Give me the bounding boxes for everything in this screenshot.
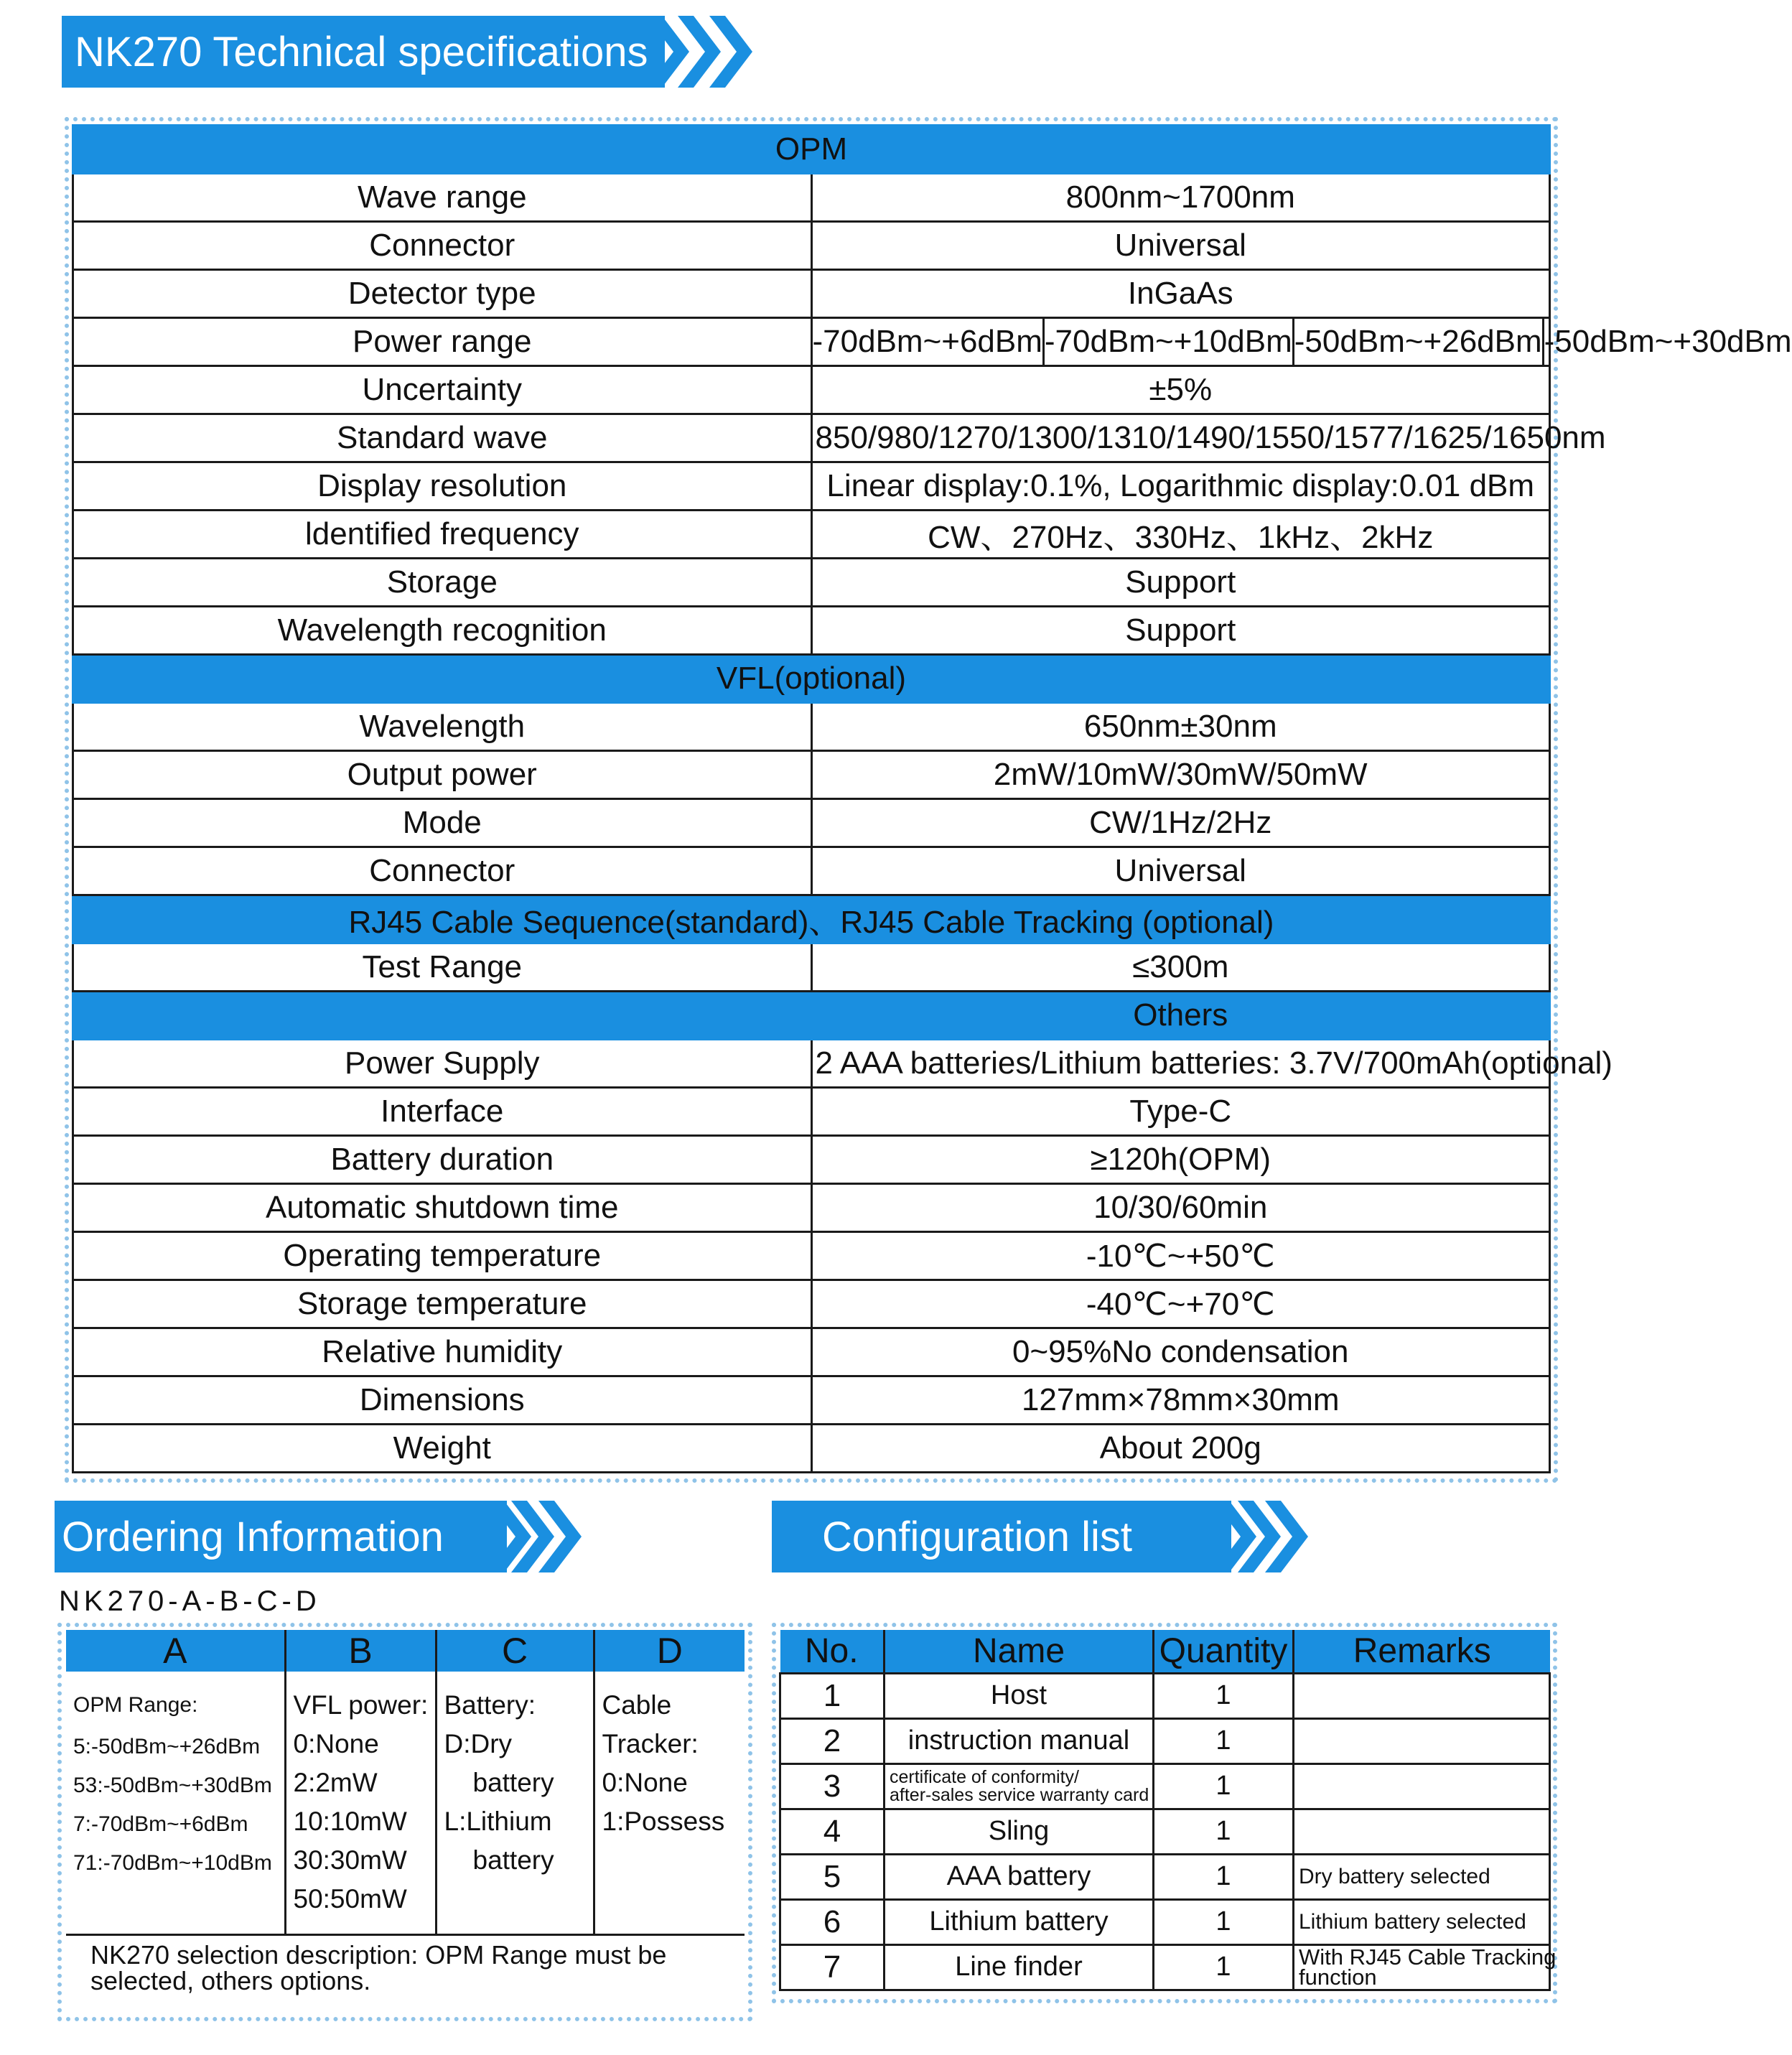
spec-value: -10℃~+50℃ (811, 1232, 1550, 1280)
spec-value: InGaAs (811, 270, 1550, 318)
spec-row (73, 318, 1550, 366)
config-name: instruction manual (885, 1718, 1154, 1763)
config-no: 4 (780, 1809, 885, 1854)
config-row (780, 1673, 1550, 1718)
config-name: Host (885, 1673, 1154, 1718)
spec-row (73, 1136, 1550, 1184)
spec-label: Connector (73, 222, 812, 270)
power-range-value: -70dBm~+6dBm (812, 324, 1042, 359)
order-option: 1:Possess (602, 1807, 725, 1836)
config-name-line: after-sales service warranty card (890, 1784, 1149, 1805)
spec-value: 2 AAA batteries/Lithium batteries: 3.7V/700mAh(optional) (811, 1040, 1550, 1088)
spec-value: 127mm×78mm×30mm (811, 1376, 1550, 1425)
spec-value: 0~95%No condensation (811, 1328, 1550, 1376)
order-option: 30:30mW (293, 1845, 407, 1875)
spec-label: Storage (73, 559, 812, 607)
config-no: 1 (780, 1673, 885, 1718)
config-remark (1294, 1763, 1550, 1809)
spec-label: Detector type (73, 270, 812, 318)
spec-label: Interface (73, 1088, 812, 1136)
spec-value: 800nm~1700nm (811, 174, 1550, 222)
ordering-banner (55, 1501, 507, 1572)
spec-label: Power Supply (73, 1040, 812, 1088)
order-col-title: Battery: (444, 1690, 536, 1720)
power-range-cell (811, 318, 1792, 366)
spec-label: Wave range (73, 174, 812, 222)
spec-row (73, 1088, 1550, 1136)
chevron-right-icon (709, 16, 752, 88)
config-name: AAA battery (885, 1854, 1154, 1899)
config-name-line: certificate of conformity/ (890, 1766, 1079, 1787)
spec-value: 10/30/60min (811, 1184, 1550, 1232)
config-qty: 1 (1154, 1899, 1294, 1944)
spec-value: ≤300m (811, 943, 1550, 992)
config-qty: 1 (1154, 1673, 1294, 1718)
config-qty: 1 (1154, 1944, 1294, 1990)
spec-table (72, 124, 1792, 1473)
section-title: Others (811, 992, 1550, 1040)
spec-value: Support (811, 559, 1550, 607)
spec-value: Universal (811, 222, 1550, 270)
spec-value: Support (811, 607, 1550, 655)
spec-value: About 200g (811, 1425, 1550, 1473)
order-option: 5:-50dBm~+26dBm (73, 1735, 261, 1758)
spec-label: Test Range (73, 943, 812, 992)
spec-label: Weight (73, 1425, 812, 1473)
config-remark-line: With RJ45 Cable Tracking (1299, 1944, 1557, 1970)
ordering-table (66, 1630, 745, 1936)
section-title: OPM (73, 126, 1550, 174)
config-name: Line finder (885, 1944, 1154, 1990)
order-option: battery (472, 1845, 554, 1875)
order-col-title: Cable (602, 1690, 672, 1720)
spec-label: Output power (73, 751, 812, 799)
config-row (780, 1718, 1550, 1763)
order-col-c (436, 1672, 594, 1935)
spec-row (73, 607, 1550, 655)
order-option: 71:-70dBm~+10dBm (73, 1851, 272, 1875)
spec-label: Standard wave (73, 414, 812, 462)
order-header: A (66, 1630, 285, 1672)
spec-value: CW、270Hz、330Hz、1kHz、2kHz (811, 511, 1550, 559)
order-col-title: Tracker: (602, 1729, 699, 1758)
config-row (780, 1944, 1550, 1990)
spec-row (73, 1376, 1550, 1425)
spec-value: 850/980/1270/1300/1310/1490/1550/1577/1625/1650nm (811, 414, 1550, 462)
spec-label: Automatic shutdown time (73, 1184, 812, 1232)
spec-value: 650nm±30nm (811, 703, 1550, 751)
section-row-rj45 (73, 895, 1550, 943)
page-title: NK270 Technical specifications (75, 28, 648, 75)
order-header: C (436, 1630, 594, 1672)
config-table (779, 1630, 1557, 1991)
order-option: 50:50mW (293, 1884, 407, 1914)
spec-label: Wavelength recognition (73, 607, 812, 655)
config-remark (1294, 1673, 1550, 1718)
config-no: 3 (780, 1763, 885, 1809)
spec-label: Operating temperature (73, 1232, 812, 1280)
section-row-opm (73, 126, 1550, 174)
order-col-title: OPM Range: (73, 1693, 198, 1717)
config-row (780, 1763, 1550, 1809)
order-note: NK270 selection description: OPM Range must be selected, others options. (90, 1940, 667, 1995)
config-title: Configuration list (822, 1513, 1132, 1560)
spec-row (73, 174, 1550, 222)
spec-label: Uncertainty (73, 366, 812, 414)
section-row-others (73, 992, 1550, 1040)
config-qty: 1 (1154, 1809, 1294, 1854)
spec-value: 2mW/10mW/30mW/50mW (811, 751, 1550, 799)
power-range-value: -70dBm~+10dBm (1042, 319, 1292, 365)
order-option: 7:-70dBm~+6dBm (73, 1812, 248, 1836)
config-remark: Lithium battery selected (1294, 1899, 1550, 1944)
spec-banner (62, 16, 665, 88)
order-header: B (285, 1630, 436, 1672)
order-option: 0:None (602, 1768, 688, 1797)
config-no: 2 (780, 1718, 885, 1763)
spec-row (73, 1280, 1550, 1328)
spec-row (73, 703, 1550, 751)
spec-value: Linear display:0.1%, Logarithmic display:0.01 dBm (811, 462, 1550, 511)
chevron-right-icon (538, 1501, 582, 1572)
spec-row (73, 943, 1550, 992)
config-remark (1294, 1809, 1550, 1854)
config-row (780, 1809, 1550, 1854)
order-col-d (594, 1672, 745, 1935)
order-col-a (66, 1672, 285, 1935)
config-header: Quantity (1154, 1630, 1294, 1673)
spec-label: Dimensions (73, 1376, 812, 1425)
chevron-right-icon (1265, 1501, 1308, 1572)
config-no: 7 (780, 1944, 885, 1990)
config-no: 6 (780, 1899, 885, 1944)
spec-row (73, 1040, 1550, 1088)
order-header: D (594, 1630, 745, 1672)
spec-row (73, 1184, 1550, 1232)
order-option: 53:-50dBm~+30dBm (73, 1774, 272, 1797)
config-remark (1294, 1718, 1550, 1763)
spec-value: ±5% (811, 366, 1550, 414)
config-no: 5 (780, 1854, 885, 1899)
order-code: NK270-A-B-C-D (59, 1585, 321, 1617)
section-row-vfl (73, 655, 1550, 703)
config-name (885, 1763, 1154, 1809)
spec-value: ≥120h(OPM) (811, 1136, 1550, 1184)
spec-row (73, 1425, 1550, 1473)
spec-value: -40℃~+70℃ (811, 1280, 1550, 1328)
config-qty: 1 (1154, 1718, 1294, 1763)
spec-value: Universal (811, 847, 1550, 895)
spec-row (73, 799, 1550, 847)
order-option: 0:None (293, 1729, 379, 1758)
spec-row (73, 366, 1550, 414)
config-row (780, 1854, 1550, 1899)
config-banner (772, 1501, 1231, 1572)
power-range-value: -50dBm~+26dBm (1292, 319, 1542, 365)
spec-label: Mode (73, 799, 812, 847)
ordering-title: Ordering Information (62, 1513, 444, 1560)
spec-value: CW/1Hz/2Hz (811, 799, 1550, 847)
spec-row (73, 462, 1550, 511)
spec-label: Connector (73, 847, 812, 895)
config-name: Sling (885, 1809, 1154, 1854)
spec-row (73, 270, 1550, 318)
section-blank-cell (73, 992, 812, 1040)
spec-label: Wavelength (73, 703, 812, 751)
power-range-value: -50dBm~+30dBm (1542, 319, 1792, 365)
config-remark (1294, 1944, 1557, 1990)
config-qty: 1 (1154, 1854, 1294, 1899)
spec-row (73, 1328, 1550, 1376)
spec-label: Display resolution (73, 462, 812, 511)
config-qty: 1 (1154, 1763, 1294, 1809)
config-name: Lithium battery (885, 1899, 1154, 1944)
order-col-b (285, 1672, 436, 1935)
spec-row (73, 847, 1550, 895)
spec-row (73, 1232, 1550, 1280)
spec-row (73, 559, 1550, 607)
order-option: D:Dry (444, 1729, 513, 1758)
config-header: Remarks (1294, 1630, 1550, 1673)
spec-label: ldentified frequency (73, 511, 812, 559)
section-title: VFL(optional) (73, 655, 1550, 703)
order-option: L:Lithium (444, 1807, 552, 1836)
spec-label: Relative humidity (73, 1328, 812, 1376)
config-remark-line: function (1299, 1964, 1377, 1990)
spec-row (73, 751, 1550, 799)
order-option: 2:2mW (293, 1768, 378, 1797)
config-row (780, 1899, 1550, 1944)
config-header: No. (780, 1630, 885, 1673)
spec-label: Storage temperature (73, 1280, 812, 1328)
order-option: battery (472, 1768, 554, 1797)
spec-row (73, 511, 1550, 559)
spec-row (73, 414, 1550, 462)
order-option: 10:10mW (293, 1807, 407, 1836)
config-header: Name (885, 1630, 1154, 1673)
spec-row (73, 222, 1550, 270)
section-title: RJ45 Cable Sequence(standard)、RJ45 Cable Tracking (optional) (73, 895, 1550, 943)
config-remark: Dry battery selected (1294, 1854, 1550, 1899)
spec-value: Type-C (811, 1088, 1550, 1136)
spec-label: Power range (73, 318, 812, 366)
spec-label: Battery duration (73, 1136, 812, 1184)
order-col-title: VFL power: (293, 1690, 429, 1720)
